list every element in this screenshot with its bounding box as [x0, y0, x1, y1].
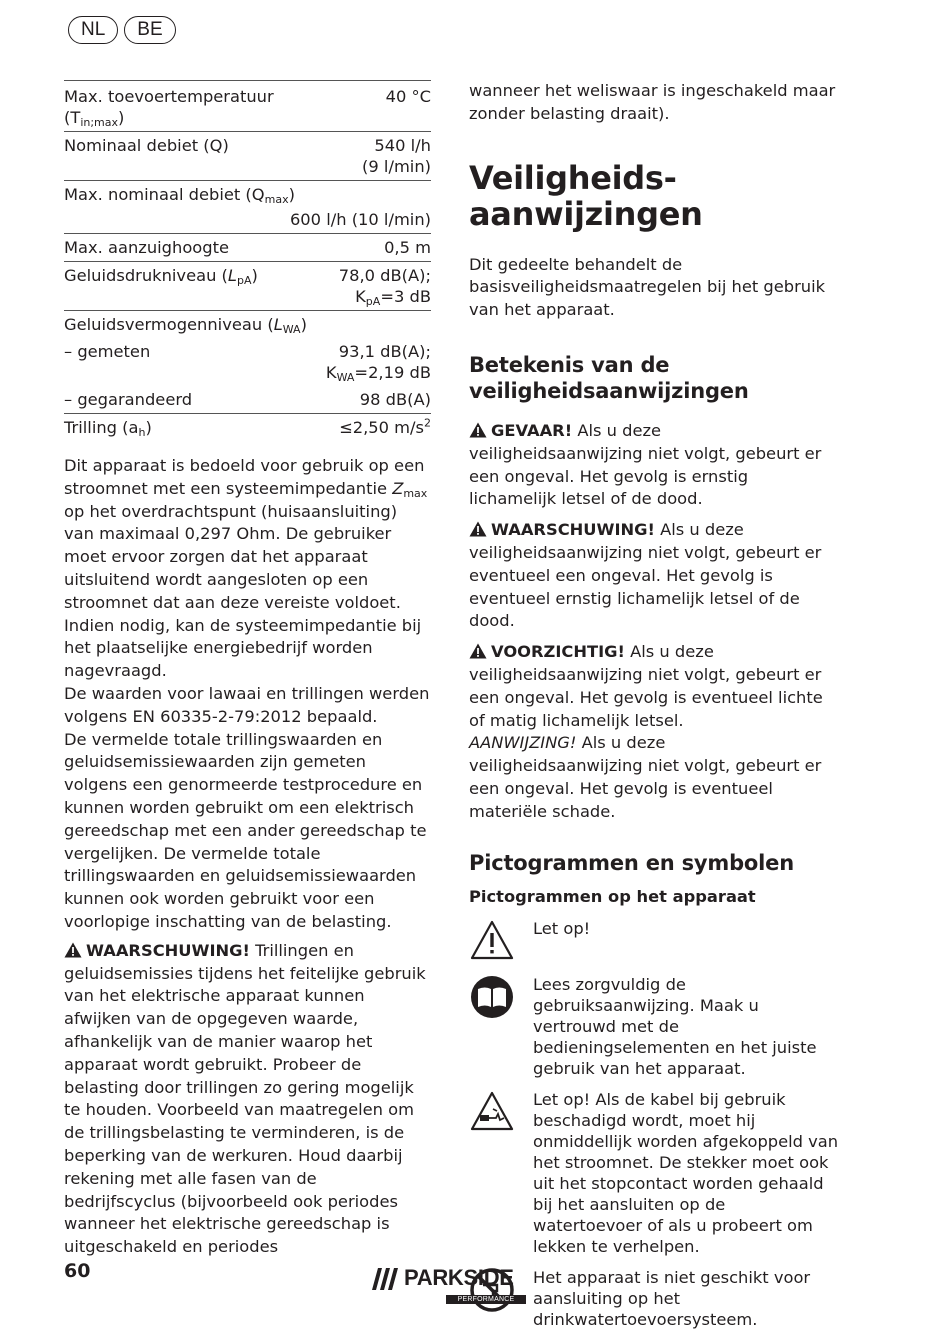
- spec-label: Max. nominaal debiet $(Q_{max})$: [64, 185, 295, 206]
- language-badge-be: BE: [124, 16, 175, 44]
- brand-sub: PERFORMANCE: [446, 1295, 526, 1304]
- section-title: Veiligheids- aanwijzingen: [469, 158, 703, 233]
- subsection-title: Pictogrammen en symbolen: [469, 850, 794, 875]
- spec-value: 78,0 dB(A); $K_{pA}=3$ dB: [338, 266, 431, 308]
- right-column: [469, 80, 839, 1340]
- page-number: 60: [64, 1260, 91, 1282]
- damaged-cable-icon: [469, 1089, 515, 1135]
- spec-value: 600 l/h (10 l/min): [289, 210, 431, 229]
- warning-triangle-icon: [64, 942, 82, 958]
- spec-table: [64, 80, 431, 441]
- warning-paragraph: WAARSCHUWING! Trillingen en geluidsemissies tijdens het feitelijke gebruik van het elektrische apparaat kunnen afwijken van de opgegeven waarde, afhankelijk van de manier waarop het apparaat wordt gebruikt. Probeer de belasting door trillingen zo gering mogelijk te houden. Voorbeeld van maatregelen om de trillingsbelasting te verminderen, is de beperking van de werkuren. Houd daarbij rekening met alle fasen van de bedrijfscyclus (bijvoorbeeld ook periodes wanneer het elektrische gereedschap is uitgeschakeld en periodes: [64, 940, 426, 1257]
- spec-label: Max. toevoertemperatuur $(T_{in;max})$: [64, 87, 274, 129]
- parkside-logo: [372, 1266, 528, 1308]
- pictogram-item: [469, 1089, 839, 1257]
- spec-label: Geluidsvermogenniveau $(L_{WA})$: [64, 315, 307, 336]
- language-badge-nl: NL: [68, 16, 118, 44]
- spec-row: [64, 386, 431, 414]
- brand-name: PARKSIDE: [404, 1265, 514, 1290]
- subsubsection-title: Pictogrammen op het apparaat: [469, 886, 756, 906]
- spec-row: [64, 311, 431, 338]
- spec-label: Max. aanzuighoogte: [64, 238, 229, 257]
- spec-row: [64, 181, 431, 234]
- pictogram-text: Het apparaat is niet geschikt voor aansluiting op het drinkwatertoevoersysteem.: [533, 1267, 811, 1329]
- pictogram-item: [469, 918, 839, 964]
- spec-row: [64, 414, 431, 441]
- spec-row: [64, 234, 431, 262]
- pictogram-item: [469, 974, 839, 1079]
- spec-row: [64, 132, 431, 181]
- subsection-title: Betekenis van de veiligheidsaanwijzingen: [469, 352, 749, 403]
- note-paragraph: AANWIJZING! Als u deze veiligheidsaanwijzing niet volgt, gebeurt er een ongeval. Het gevolg is eventueel materiële schade.: [469, 733, 822, 821]
- language-badges: [68, 16, 176, 44]
- left-column: [64, 80, 431, 1259]
- pictogram-text: Let op! Als de kabel bij gebruik beschadigd wordt, moet hij onmiddellijk worden afgekoppeld van het stroomnet. De stekker moet ook uit het stopcontact worden gehaald bij het aansluiten op de watertoevoer of als u probeert om lekken te verhelpen.: [533, 1089, 839, 1256]
- danger-paragraph: GEVAAR! Als u deze veiligheidsaanwijzing niet volgt, gebeurt er een ongeval. Het gevolg is ernstig lichamelijk letsel of de dood.: [469, 420, 822, 509]
- spec-value: 40 °C: [385, 87, 431, 106]
- manual-book-icon: [469, 974, 515, 1020]
- spec-value: 0,5 m: [384, 238, 431, 257]
- warning-paragraph: WAARSCHUWING! Als u deze veiligheidsaanwijzing niet volgt, gebeurt er eventueel een ongeval. Het gevolg is eventueel ernstig lichamelijk letsel of de dood.: [469, 520, 822, 631]
- intro-paragraph: Dit gedeelte behandelt de basisveiligheidsmaatregelen bij het gebruik van het apparaat.: [469, 254, 826, 320]
- spec-row: [64, 338, 431, 386]
- pictogram-text: Let op!: [533, 918, 591, 938]
- spec-value: 93,1 dB(A); $K_{WA}=2,19$ dB: [325, 342, 431, 384]
- spec-label: – gegarandeerd: [64, 390, 193, 409]
- spec-label: Geluidsdrukniveau $(L_{pA})$: [64, 266, 258, 287]
- continued-paragraph: wanneer het weliswaar is ingeschakeld maar zonder belasting draait).: [469, 81, 836, 123]
- body-paragraph: Dit apparaat is bedoeld voor gebruik op een stroomnet met een systeemimpedantie $Z_{max}$ op het overdrachtspunt (huisaansluiting) van maximaal 0,297 Ohm. De gebruiker moet ervoor zorgen dat het apparaat uitsluitend wordt aangesloten op een stroomnet dat aan deze vereiste voldoet. Indien nodig, kan de systeemimpedantie bij het plaatselijke energiebedrijf worden nagevraagd.: [64, 456, 428, 681]
- spec-value: ≤2,50 $m/s^2$: [339, 416, 431, 437]
- pictogram-text: Lees zorgvuldig de gebruiksaanwijzing. Maak u vertrouwd met de bedieningselementen en het juiste gebruik van het apparaat.: [533, 974, 817, 1078]
- caution-paragraph: VOORZICHTIG! Als u deze veiligheidsaanwijzing niet volgt, gebeurt er een ongeval. Het gevolg is eventueel lichte of matig lichamelijk letsel.: [469, 642, 823, 730]
- spec-label: Nominaal debiet (Q): [64, 136, 229, 155]
- spec-label: Trilling $(a_h)$: [64, 418, 152, 439]
- body-paragraph: De vermelde totale trillingswaarden en geluidsemissiewaarden zijn gemeten volgens een genormeerde testprocedure en kunnen worden gebruikt om een elektrisch gereedschap met een ander gereedschap te vergelijken. De vermelde totale trillingswaarden en geluidsemissiewaarden kunnen ook worden gebruikt voor een voorlopige inschatting van de belasting.: [64, 729, 427, 931]
- warning-triangle-icon: [469, 643, 487, 659]
- brand-slashes-icon: [372, 1268, 402, 1290]
- warning-triangle-icon: [469, 422, 487, 438]
- spec-value: 98 dB(A): [359, 390, 431, 409]
- spec-label: – gemeten: [64, 342, 151, 361]
- body-paragraph: De waarden voor lawaai en trillingen werden volgens EN 60335-2-79:2012 bepaald.: [64, 683, 430, 726]
- spec-row: [64, 262, 431, 311]
- spec-value: 540 l/h (9 l/min): [362, 136, 431, 176]
- spec-row: [64, 81, 431, 132]
- warning-triangle-icon: [469, 521, 487, 537]
- warning-triangle-icon: [469, 918, 515, 964]
